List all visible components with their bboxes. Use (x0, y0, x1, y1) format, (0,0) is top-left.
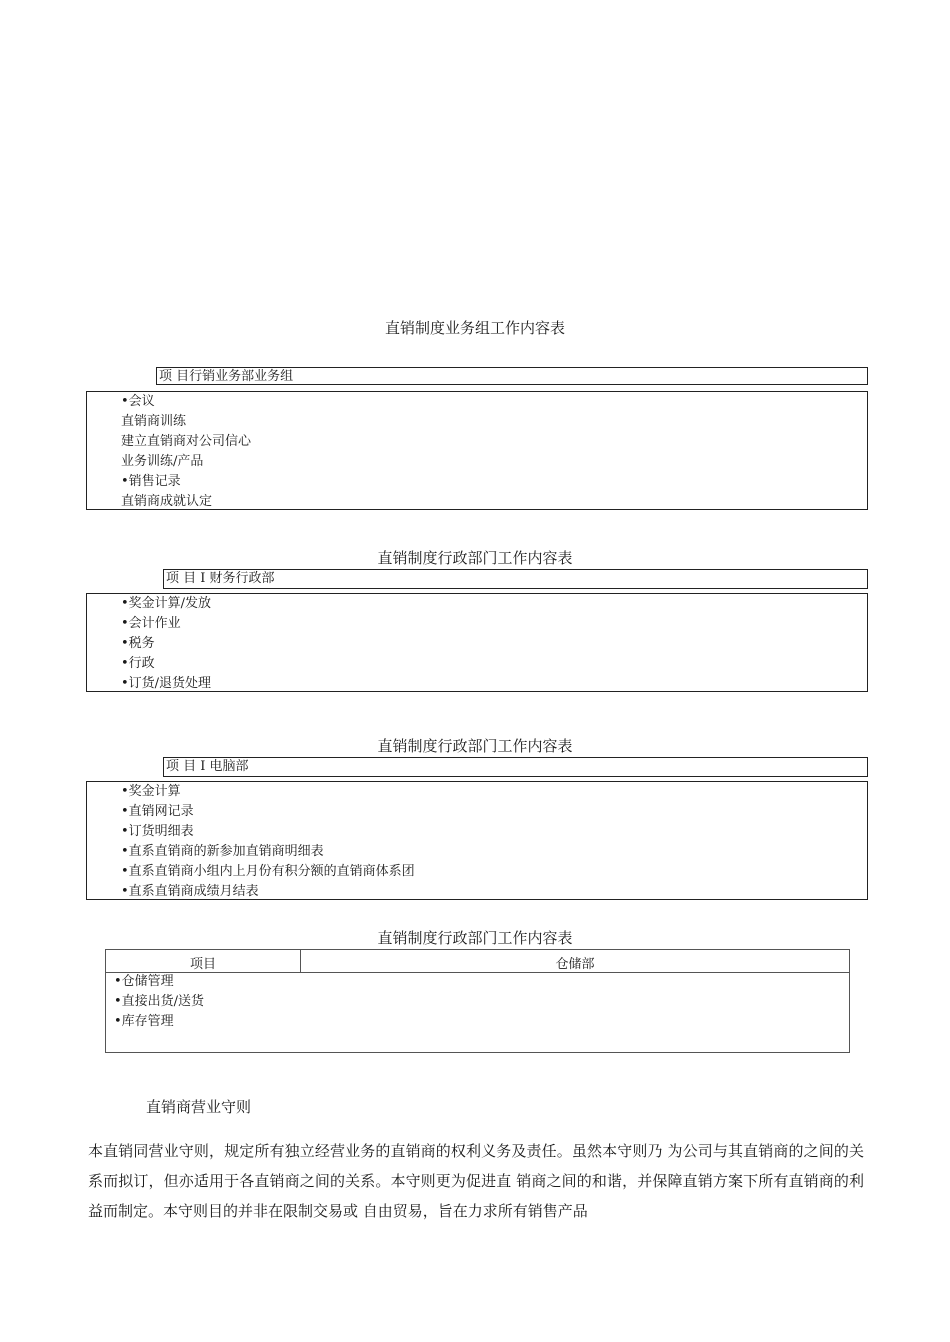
list-item: •仓储管理 (114, 974, 174, 989)
section4-list (114, 972, 204, 1032)
list-item: •库存管理 (114, 1014, 174, 1029)
section4-col-dept: 仓储部 (555, 957, 595, 972)
section1-title: 直销制度业务组工作内容表 (384, 319, 565, 337)
list-item: •直接出货/送货 (114, 994, 205, 1009)
list-item: 建立直销商对公司信心 (121, 434, 252, 449)
list-item: •直销网记录 (121, 804, 194, 819)
rules-paragraph: 本直销同营业守则，规定所有独立经营业务的直销商的权利义务及责任。虽然本守则乃 为公司与其直销商的之间的关系而拟订，但亦适用于各直销商之间的关系。本守则更为促进直 销商之间的和谐，并保障直销方案下所有直销商的利益而制定。本守则目的并非在限制交易或 自由贸易，旨在力求所有销售产品 (88, 1142, 864, 1220)
list-item: •直系直销商的新参加直销商明细表 (121, 844, 324, 859)
list-item: •税务 (121, 636, 155, 651)
section4-col-item: 项目 (106, 950, 301, 972)
list-item: •直系直销商小组内上月份有积分额的直销商体系团 (121, 864, 415, 879)
section2-title: 直销制度行政部门工作内容表 (377, 549, 573, 567)
section4-title: 直销制度行政部门工作内容表 (377, 929, 573, 947)
list-item: •奖金计算/发放 (121, 596, 212, 611)
rules-heading: 直销商营业守则 (146, 1098, 252, 1116)
section3-list (121, 782, 415, 900)
list-item: 直销商成就认定 (121, 494, 213, 509)
section3-title: 直销制度行政部门工作内容表 (377, 737, 573, 755)
list-item: •订货明细表 (121, 824, 194, 839)
list-item: 业务训练/产品 (121, 454, 204, 469)
section3-content-box (86, 781, 868, 900)
section2-list (121, 594, 211, 692)
section2-header-row: 项 目 I 财务行政部 (163, 569, 868, 589)
list-item: •销售记录 (121, 474, 181, 489)
section4-table (105, 949, 850, 1053)
list-item: •奖金计算 (121, 784, 181, 799)
section3-header-row: 项 目 I 电脑部 (163, 757, 868, 777)
list-item: 直销商训练 (121, 414, 187, 429)
section1-content-box (86, 391, 868, 510)
section1-list (121, 392, 251, 510)
list-item: •行政 (121, 656, 155, 671)
list-item: •直系直销商成绩月结表 (121, 884, 259, 899)
list-item: •会议 (121, 394, 155, 409)
list-item: •会计作业 (121, 616, 181, 631)
list-item: •订货/退货处理 (121, 676, 212, 691)
section1-header-row: 项 目行销业务部业务组 (156, 367, 868, 385)
section2-content-box (86, 593, 868, 692)
